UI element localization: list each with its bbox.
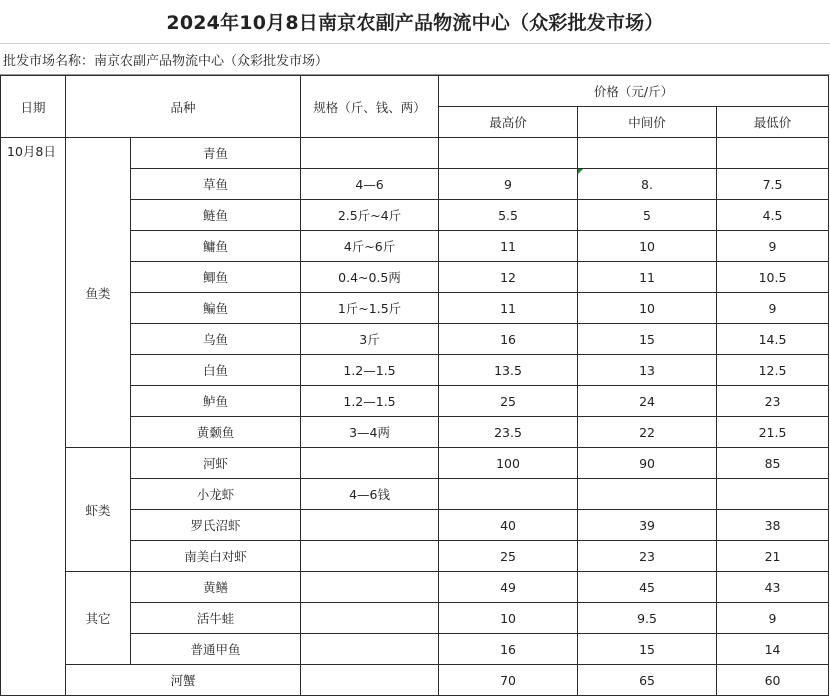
- variety-cell: 小龙虾: [131, 479, 301, 510]
- mid-price-cell: 11: [578, 262, 717, 293]
- variety-cell: 普通甲鱼: [131, 634, 301, 665]
- variety-cell: 罗氏沼虾: [131, 510, 301, 541]
- market-name-row: [0, 44, 830, 75]
- mid-price-cell: 15: [578, 634, 717, 665]
- variety-cell: 河虾: [131, 448, 301, 479]
- title-row: [0, 0, 830, 44]
- high-price-cell: 11: [439, 293, 578, 324]
- mid-price-cell: 15: [578, 324, 717, 355]
- low-price-cell: 14: [717, 634, 829, 665]
- mid-price-cell: 5: [578, 200, 717, 231]
- low-price-cell: 43: [717, 572, 829, 603]
- low-price-cell: 9: [717, 603, 829, 634]
- high-price-cell: [439, 138, 578, 169]
- category-cell: 鱼类: [66, 138, 131, 448]
- variety-cell: 黄鳝: [131, 572, 301, 603]
- mid-price-cell: 45: [578, 572, 717, 603]
- spec-cell: 4斤~6斤: [301, 231, 439, 262]
- header-high: 最高价: [439, 107, 578, 138]
- mid-price-cell: [578, 138, 717, 169]
- spec-cell: 1.2—1.5: [301, 386, 439, 417]
- high-price-cell: 25: [439, 541, 578, 572]
- high-price-cell: 5.5: [439, 200, 578, 231]
- header-variety: 品种: [66, 76, 301, 138]
- low-price-cell: 9: [717, 231, 829, 262]
- high-price-cell: 16: [439, 324, 578, 355]
- market-name: 批发市场名称：南京农副产品物流中心（众彩批发市场）: [3, 53, 329, 69]
- mid-price-cell: 39: [578, 510, 717, 541]
- spec-cell: 1.2—1.5: [301, 355, 439, 386]
- header-row-1: [1, 76, 829, 107]
- mid-price-cell: 10: [578, 231, 717, 262]
- variety-cell: 鲢鱼: [131, 200, 301, 231]
- header-mid: 中间价: [578, 107, 717, 138]
- low-price-cell: [717, 138, 829, 169]
- low-price-cell: 23: [717, 386, 829, 417]
- table-row: [1, 448, 829, 479]
- variety-cell: 活牛蛙: [131, 603, 301, 634]
- high-price-cell: 10: [439, 603, 578, 634]
- low-price-cell: 21: [717, 541, 829, 572]
- spec-cell: 2.5斤~4斤: [301, 200, 439, 231]
- low-price-cell: 7.5: [717, 169, 829, 200]
- spec-cell: 0.4~0.5两: [301, 262, 439, 293]
- variety-cell: 青鱼: [131, 138, 301, 169]
- spec-cell: 3—4两: [301, 417, 439, 448]
- high-price-cell: 23.5: [439, 417, 578, 448]
- header-date: 日期: [1, 76, 66, 138]
- high-price-cell: 12: [439, 262, 578, 293]
- variety-cell: 鳊鱼: [131, 293, 301, 324]
- mid-price-cell: 23: [578, 541, 717, 572]
- high-price-cell: 13.5: [439, 355, 578, 386]
- spec-cell: [301, 138, 439, 169]
- variety-cell: 草鱼: [131, 169, 301, 200]
- table-row: [1, 138, 829, 169]
- low-price-cell: 60: [717, 665, 829, 696]
- mid-price-cell: [578, 479, 717, 510]
- high-price-cell: 49: [439, 572, 578, 603]
- header-spec: 规格（斤、钱、两）: [301, 76, 439, 138]
- mid-price-cell: 90: [578, 448, 717, 479]
- table-row: [1, 572, 829, 603]
- low-price-cell: 4.5: [717, 200, 829, 231]
- high-price-cell: 11: [439, 231, 578, 262]
- variety-cell: 南美白对虾: [131, 541, 301, 572]
- low-price-cell: 10.5: [717, 262, 829, 293]
- variety-cell: 白鱼: [131, 355, 301, 386]
- header-price-group: 价格（元/斤）: [439, 76, 829, 107]
- variety-cell: 黄颡鱼: [131, 417, 301, 448]
- mid-price-cell: 10: [578, 293, 717, 324]
- spec-cell: 1斤~1.5斤: [301, 293, 439, 324]
- spec-cell: 4—6钱: [301, 479, 439, 510]
- spec-cell: [301, 572, 439, 603]
- variety-cell: 鲈鱼: [131, 386, 301, 417]
- high-price-cell: 40: [439, 510, 578, 541]
- high-price-cell: 25: [439, 386, 578, 417]
- mid-price-cell: 13: [578, 355, 717, 386]
- variety-cell: 河蟹: [66, 665, 301, 696]
- low-price-cell: 14.5: [717, 324, 829, 355]
- spec-cell: [301, 665, 439, 696]
- table-body: [1, 138, 829, 696]
- spec-cell: [301, 603, 439, 634]
- mid-price-cell: 22: [578, 417, 717, 448]
- spec-cell: 4—6: [301, 169, 439, 200]
- high-price-cell: 9: [439, 169, 578, 200]
- low-price-cell: 12.5: [717, 355, 829, 386]
- table-row: [1, 665, 829, 696]
- date-cell: 10月8日: [1, 138, 66, 696]
- low-price-cell: 21.5: [717, 417, 829, 448]
- variety-cell: 鳙鱼: [131, 231, 301, 262]
- low-price-cell: [717, 479, 829, 510]
- spec-cell: 3斤: [301, 324, 439, 355]
- category-cell: 其它: [66, 572, 131, 665]
- high-price-cell: 100: [439, 448, 578, 479]
- low-price-cell: 38: [717, 510, 829, 541]
- high-price-cell: 70: [439, 665, 578, 696]
- mid-price-cell: 24: [578, 386, 717, 417]
- header-low: 最低价: [717, 107, 829, 138]
- spec-cell: [301, 510, 439, 541]
- low-price-cell: 85: [717, 448, 829, 479]
- spec-cell: [301, 541, 439, 572]
- high-price-cell: 16: [439, 634, 578, 665]
- variety-cell: 乌鱼: [131, 324, 301, 355]
- spec-cell: [301, 448, 439, 479]
- variety-cell: 鲫鱼: [131, 262, 301, 293]
- page-title: 2024年10月8日南京农副产品物流中心（众彩批发市场）: [166, 12, 664, 34]
- mid-price-cell: 9.5: [578, 603, 717, 634]
- price-table: [0, 75, 829, 696]
- mid-price-cell: 8.: [578, 169, 717, 200]
- low-price-cell: 9: [717, 293, 829, 324]
- spec-cell: [301, 634, 439, 665]
- mid-price-cell: 65: [578, 665, 717, 696]
- category-cell: 虾类: [66, 448, 131, 572]
- high-price-cell: [439, 479, 578, 510]
